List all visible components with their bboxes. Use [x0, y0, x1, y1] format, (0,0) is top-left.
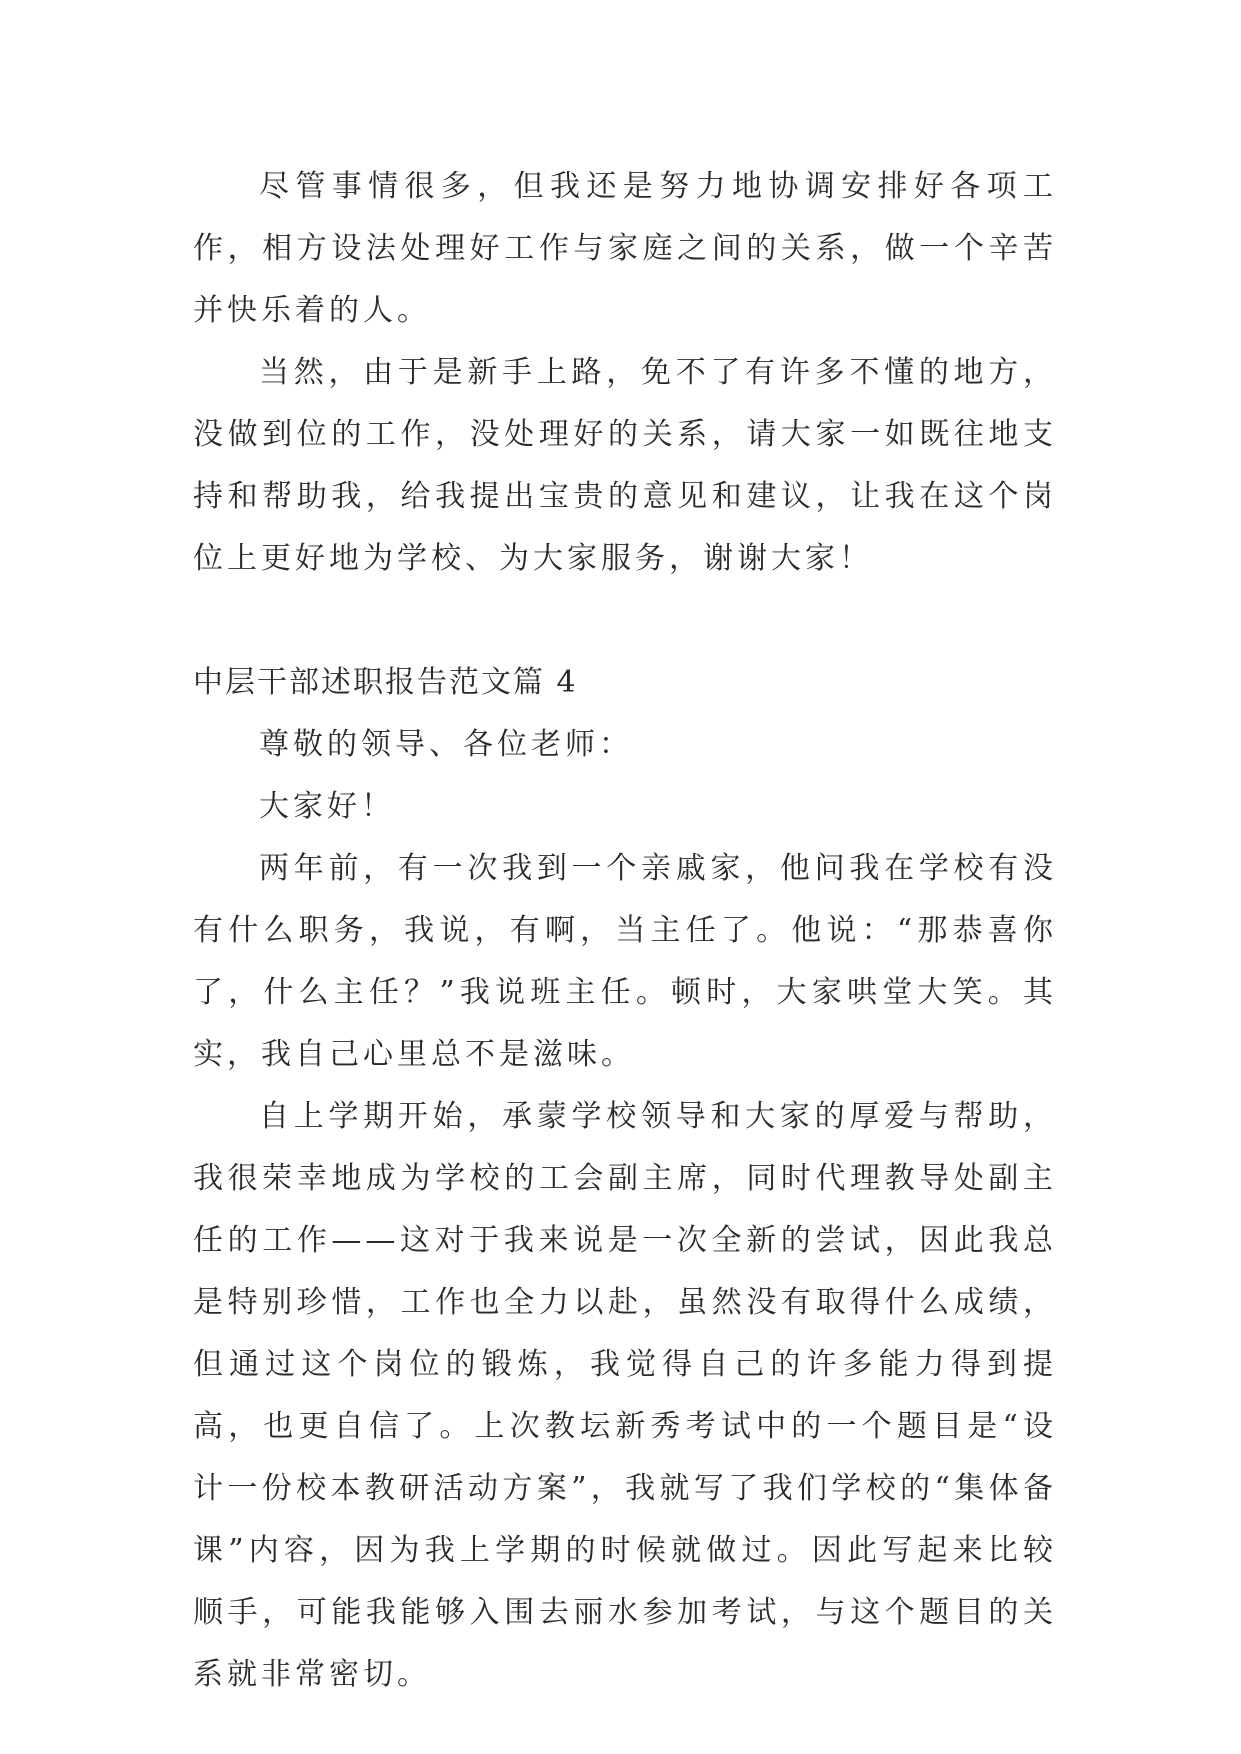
greeting: 大家好！ [259, 789, 395, 824]
document-body [193, 156, 1057, 1706]
paragraph-2: 当然，由于是新手上路，免不了有许多不懂的地方，没做到位的工作，没处理好的关系，请大家一如既往地支持和帮助我，给我提出宝贵的意见和建议，让我在这个岗位上更好地为学校、为大家服务，谢谢大家！ [193, 355, 1057, 576]
paragraph-4: 自上学期开始，承蒙学校领导和大家的厚爱与帮助，我很荣幸地成为学校的工会副主席，同时代理教导处副主任的工作——这对于我来说是一次全新的尝试，因此我总是特别珍惜，工作也全力以赴，虽然没有取得什么成绩，但通过这个岗位的锻炼，我觉得自己的许多能力得到提高，也更自信了。上次教坛新秀考试中的一个题目是“设计一份校本教研活动方案”，我就写了我们学校的“集体备课”内容，因为我上学期的时候就做过。因此写起来比较顺手，可能我能够入围去丽水参加考试，与这个题目的关系就非常密切。 [193, 1099, 1057, 1692]
salutation: 尊敬的领导、各位老师： [259, 727, 633, 762]
paragraph-1: 尽管事情很多，但我还是努力地协调安排好各项工作，相方设法处理好工作与家庭之间的关系，做一个辛苦并快乐着的人。 [193, 169, 1057, 328]
section-title: 中层干部述职报告范文篇 4 [193, 665, 578, 700]
paragraph-3: 两年前，有一次我到一个亲戚家，他问我在学校有没有什么职务，我说，有啊，当主任了。他说：“那恭喜你了，什么主任？”我说班主任。顿时，大家哄堂大笑。其实，我自己心里总不是滋味。 [193, 851, 1057, 1072]
